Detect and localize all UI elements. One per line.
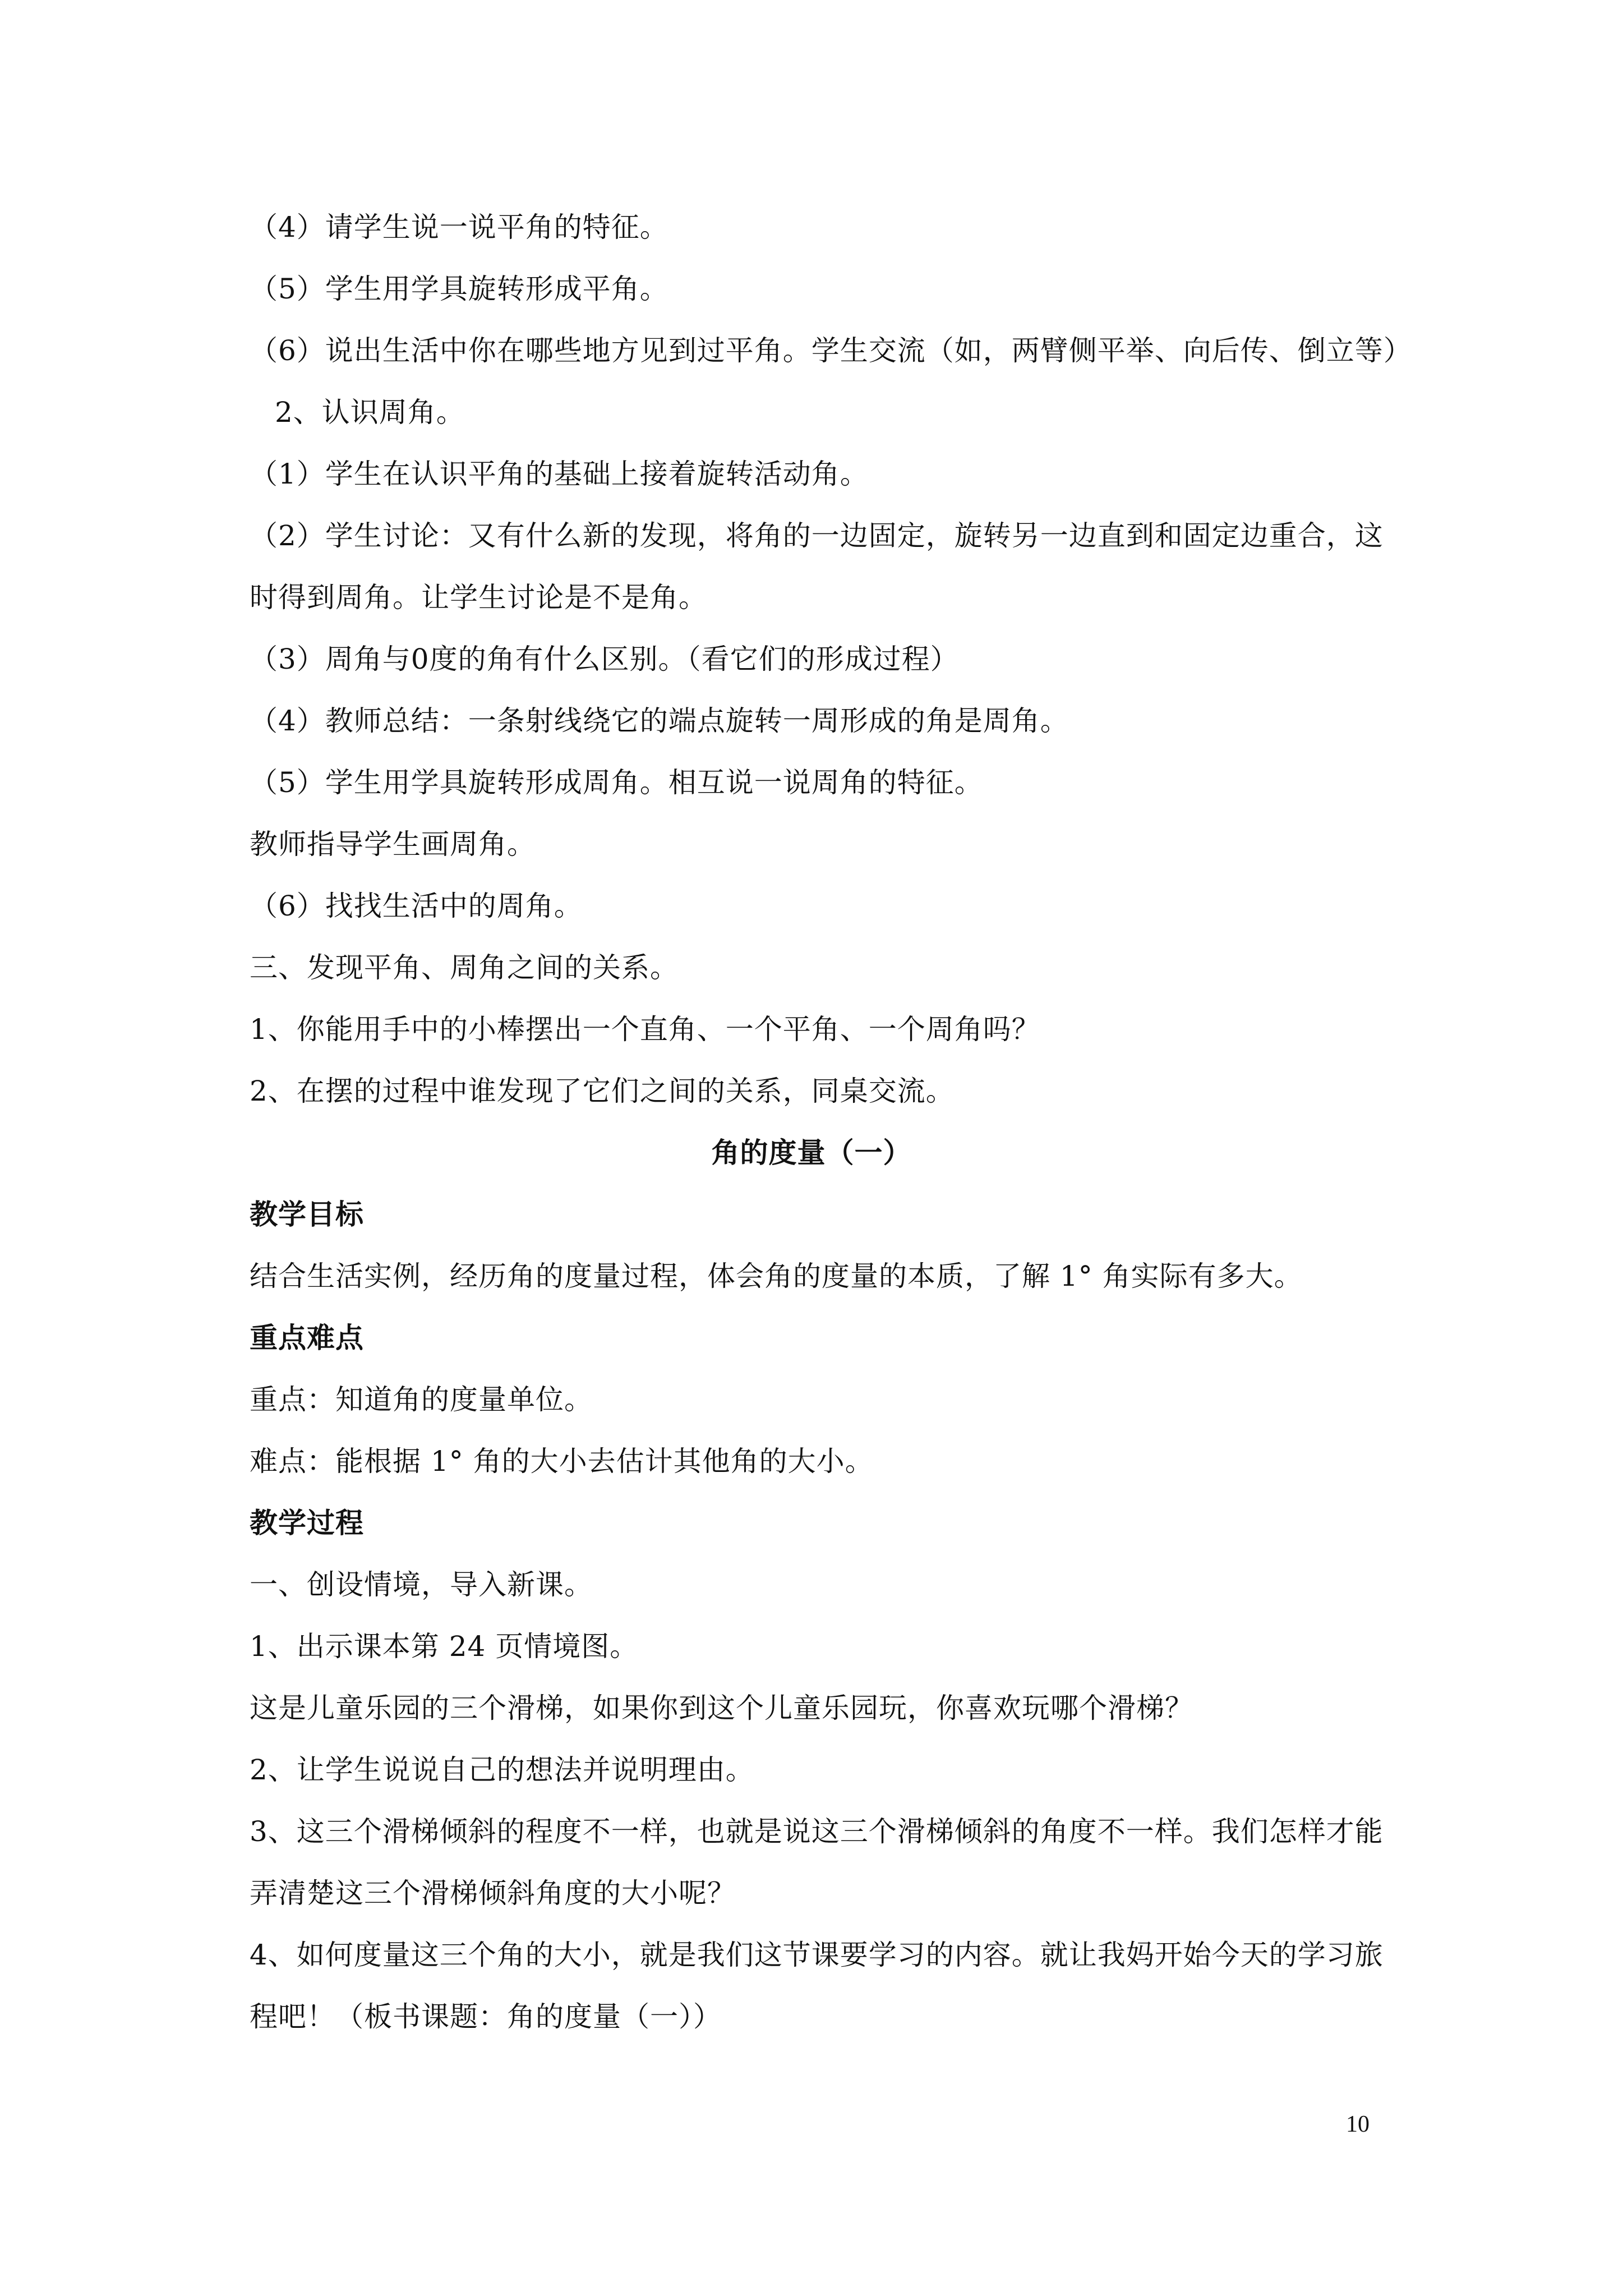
section-title: 角的度量（一） — [711, 1136, 912, 1169]
text-line: 1、出示课本第 24 页情境图。 — [250, 1630, 639, 1663]
text-line: 1、你能用手中的小棒摆出一个直角、一个平角、一个周角吗？ — [250, 1013, 1040, 1046]
text-line: 程吧！（板书课题：角的度量（一）） — [250, 2000, 722, 2033]
text-line: 2、在摆的过程中谁发现了它们之间的关系，同桌交流。 — [250, 1075, 955, 1107]
text-line: （1）学生在认识平角的基础上接着旋转活动角。 — [250, 458, 869, 490]
text-line: 教师指导学生画周角。 — [250, 828, 536, 861]
text-line: 2、让学生说说自己的想法并说明理由。 — [250, 1754, 754, 1786]
text-line: 一、创设情境，导入新课。 — [250, 1568, 593, 1601]
text-line: （3）周角与0度的角有什么区别。（看它们的形成过程） — [250, 643, 959, 675]
text-line: （5）学生用学具旋转形成平角。 — [250, 273, 668, 305]
text-line: （6）说出生活中你在哪些地方见到过平角。学生交流（如，两臂侧平举、向后传、倒立等） — [250, 334, 1412, 367]
text-line: （2）学生讨论：又有什么新的发现，将角的一边固定，旋转另一边直到和固定边重合，这 — [250, 519, 1384, 552]
text-line: 弄清楚这三个滑梯倾斜角度的大小呢？ — [250, 1877, 736, 1910]
text-line: 这是儿童乐园的三个滑梯，如果你到这个儿童乐园玩，你喜欢玩哪个滑梯？ — [250, 1692, 1193, 1724]
heading-key-points: 重点难点 — [250, 1321, 364, 1354]
text-line: 2、认识周角。 — [275, 396, 465, 429]
text-line: （4）请学生说一说平角的特征。 — [250, 211, 668, 243]
heading-teaching-goals: 教学目标 — [250, 1198, 364, 1231]
text-line: 结合生活实例，经历角的度量过程，体会角的度量的本质，了解 1° 角实际有多大。 — [250, 1260, 1303, 1292]
text-line: 三、发现平角、周角之间的关系。 — [250, 951, 679, 984]
text-line: 4、如何度量这三个角的大小，就是我们这节课要学习的内容。就让我妈开始今天的学习旅 — [250, 1939, 1384, 1971]
text-line: 重点：知道角的度量单位。 — [250, 1383, 593, 1416]
text-line: （6）找找生活中的周角。 — [250, 890, 583, 922]
text-line: 时得到周角。让学生讨论是不是角。 — [250, 581, 707, 614]
text-line: 难点：能根据 1° 角的大小去估计其他角的大小。 — [250, 1445, 874, 1478]
text-line: （5）学生用学具旋转形成周角。相互说一说周角的特征。 — [250, 766, 983, 799]
text-line: （4）教师总结：一条射线绕它的端点旋转一周形成的角是周角。 — [250, 705, 1069, 737]
heading-teaching-process: 教学过程 — [250, 1506, 364, 1539]
page-number: 10 — [1346, 2111, 1370, 2137]
text-line: 3、这三个滑梯倾斜的程度不一样，也就是说这三个滑梯倾斜的角度不一样。我们怎样才能 — [250, 1815, 1384, 1848]
